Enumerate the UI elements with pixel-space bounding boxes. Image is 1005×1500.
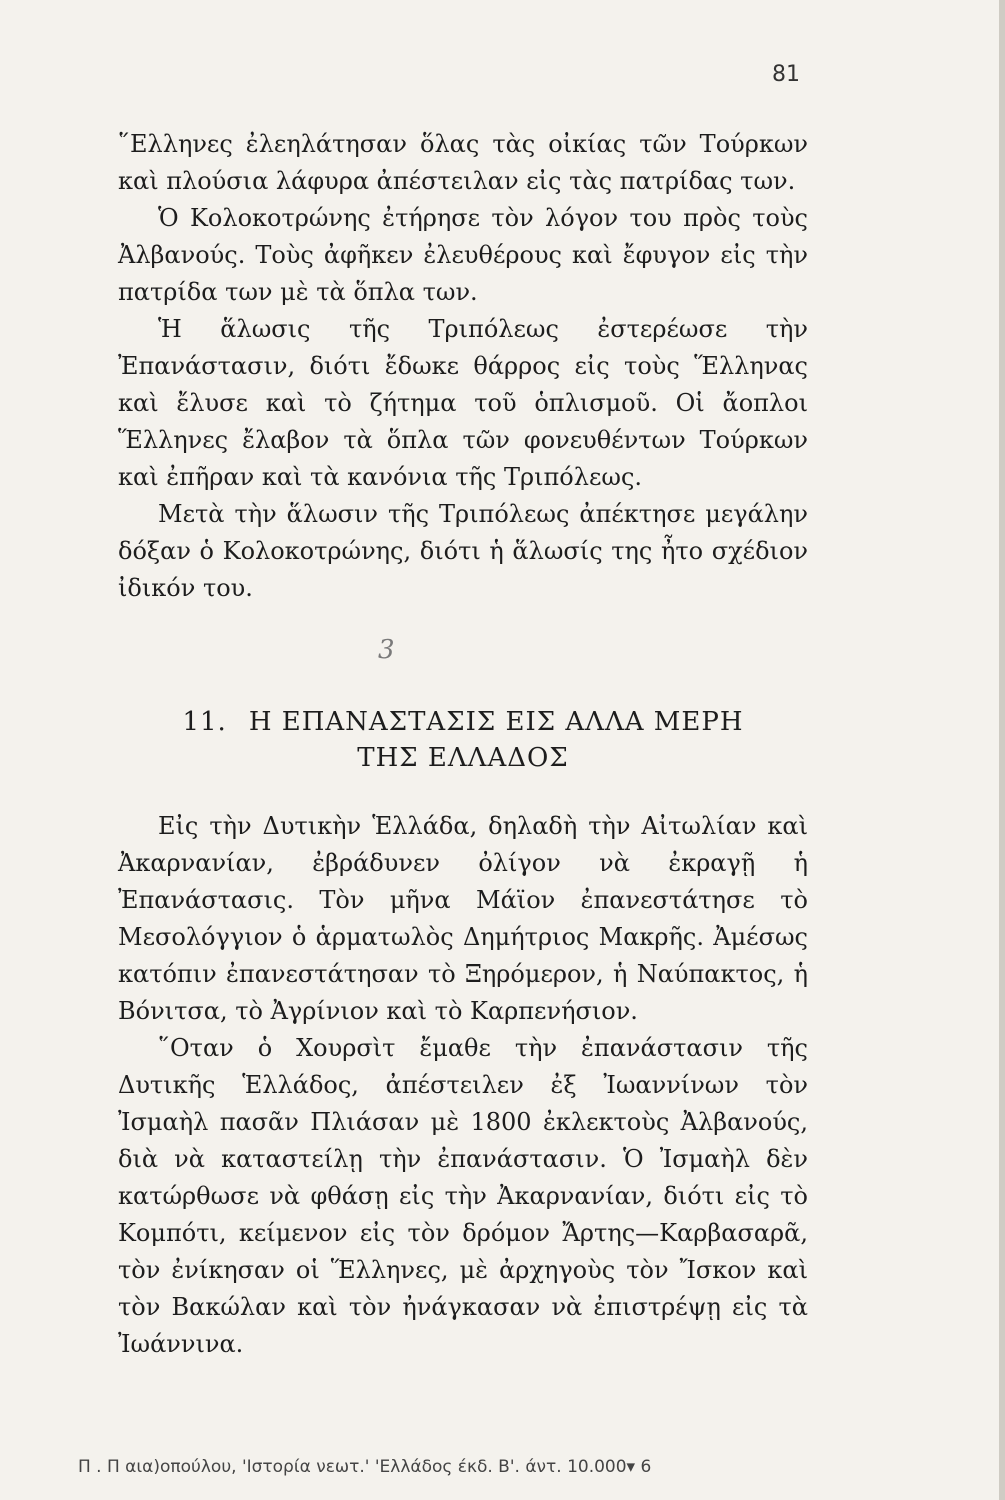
section-heading-line1: [118, 704, 808, 740]
section-title-line2: ΤΗΣ ΕΛΛΑΔΟΣ: [357, 743, 569, 773]
paragraph: Μετὰ τὴν ἅλωσιν τῆς Τριπόλεως ἀπέκτησε μεγάλην δόξαν ὁ Κολοκοτρώνης, διότι ἡ ἅλωσίς της ἦτο σχέδιον ἰδικόν του.: [118, 500, 808, 602]
handwritten-mark: 3: [378, 635, 395, 665]
paragraph: ῞Οταν ὁ Χουρσὶτ ἔμαθε τὴν ἐπανάστασιν τῆς Δυτικῆς Ἑλλάδος, ἀπέστειλεν ἐξ Ἰωαννίνων τὸν Ἰσμαὴλ πασᾶν Πλιάσαν μὲ 1800 ἐκλεκτοὺς Ἀλβανούς, διὰ νὰ καταστείλῃ τὴν ἐπανάστασιν. Ὁ Ἰσμαὴλ δὲν κατώρθωσε νὰ φθάσῃ εἰς τὴν Ἀκαρνανίαν, διότι εἰς τὸ Κομπότι, κείμενον εἰς τὸν δρόμον Ἄρτης—Καρβασαρᾶ, τὸν ἐνίκησαν οἱ Ἕλληνες, μὲ ἀρχηγοὺς τὸν Ἴσκον καὶ τὸν Βακώλαν καὶ τὸν ἠνάγκασαν νὰ ἐπιστρέψῃ εἰς τὰ Ἰωάννινα.: [118, 1034, 808, 1358]
paragraph: ῞Ελληνες ἐλεηλάτησαν ὅλας τὰς οἰκίας τῶν Τούρκων καὶ πλούσια λάφυρα ἀπέστειλαν εἰς τὰς πατρίδας των.: [118, 130, 808, 195]
paragraph: Ἡ ἅλωσις τῆς Τριπόλεως ἐστερέωσε τὴν Ἐπανάστασιν, διότι ἔδωκε θάρρος εἰς τοὺς Ἕλληνας καὶ ἔλυσε καὶ τὸ ζήτημα τοῦ ὁπλισμοῦ. Οἱ ἄοπλοι Ἕλληνες ἔλαβον τὰ ὅπλα τῶν φονευθέντων Τούρκων καὶ ἐπῆραν καὶ τὰ κανόνια τῆς Τριπόλεως.: [118, 315, 808, 491]
section-heading: [118, 704, 808, 776]
body-text-bottom: [118, 808, 808, 1363]
section-number: 11.: [182, 707, 227, 737]
body-text-top: [118, 126, 808, 607]
section-title-line1: Η ΕΠΑΝΑΣΤΑΣΙΣ ΕΙΣ ΑΛΛΑ ΜΕΡΗ: [248, 707, 744, 737]
page-edge: [999, 0, 1005, 1500]
footer-imprint: Π . Π αια)οπούλου, 'Ιστορία νεωτ.' 'Ελλάδος έκδ. Β'. άντ. 10.000▾ 6: [78, 1457, 652, 1477]
paragraph: Ὁ Κολοκοτρώνης ἐτήρησε τὸν λόγον του πρὸς τοὺς Ἀλβανούς. Τοὺς ἀφῆκεν ἐλευθέρους καὶ ἔφυγον εἰς τὴν πατρίδα των μὲ τὰ ὅπλα των.: [118, 204, 808, 306]
page-number: 81: [772, 62, 800, 87]
paragraph: Εἰς τὴν Δυτικὴν Ἑλλάδα, δηλαδὴ τὴν Αἰτωλίαν καὶ Ἀκαρνανίαν, ἐβράδυνεν ὀλίγον νὰ ἐκραγῇ ἡ Ἐπανάστασις. Τὸν μῆνα Μάϊον ἐπανεστάτησε τὸ Μεσολόγγιον ὁ ἁρματωλὸς Δημήτριος Μακρῆς. Ἀμέσως κατόπιν ἐπανεστάτησαν τὸ Ξηρόμερον, ἡ Ναύπακτος, ἡ Βόνιτσα, τὸ Ἀγρίνιον καὶ τὸ Καρπενήσιον.: [118, 812, 808, 1025]
